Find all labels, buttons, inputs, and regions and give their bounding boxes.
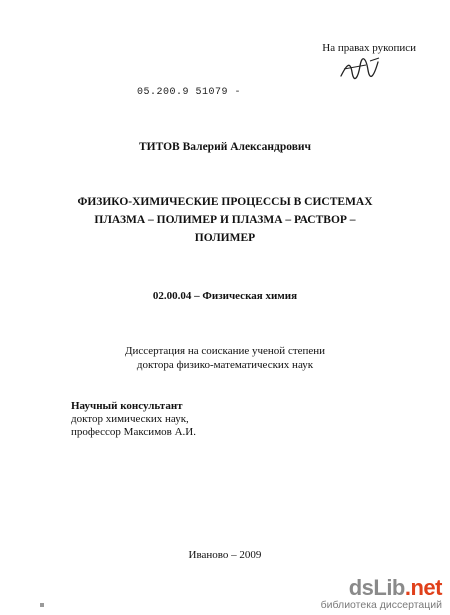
watermark-logo-main: dsLib — [348, 575, 405, 600]
watermark — [321, 577, 442, 611]
handwritten-signature — [338, 56, 382, 82]
watermark-logo — [321, 577, 442, 599]
advisor-line: доктор химических наук, — [71, 413, 189, 425]
scan-mark — [40, 603, 44, 607]
degree-line: доктора физико-математических наук — [136, 359, 314, 371]
city-year: Иваново – 2009 — [188, 549, 262, 561]
advisor-line: профессор Максимов А.И. — [71, 426, 196, 438]
degree-line: Диссертация на соискание ученой степени — [124, 345, 326, 357]
dissertation-title — [40, 193, 410, 247]
title-line: ПЛАЗМА – ПОЛИМЕР И ПЛАЗМА – РАСТВОР – — [94, 214, 356, 226]
watermark-logo-accent: .net — [404, 575, 442, 600]
title-line: ПОЛИМЕР — [194, 232, 256, 244]
specialty-code: 02.00.04 – Физическая химия — [152, 290, 298, 302]
degree-statement — [0, 344, 450, 372]
watermark-caption: библиотека диссертаций — [320, 599, 442, 611]
title-line: ФИЗИКО-ХИМИЧЕСКИЕ ПРОЦЕССЫ В СИСТЕМАХ — [77, 196, 373, 208]
author-name: ТИТОВ Валерий Александрович — [138, 141, 312, 153]
advisor-heading: Научный консультант — [71, 400, 183, 412]
registration-stamp: 05.200.9 51079 - — [137, 87, 242, 98]
rights-note: На правах рукописи — [322, 42, 416, 54]
scientific-advisor — [71, 400, 196, 439]
